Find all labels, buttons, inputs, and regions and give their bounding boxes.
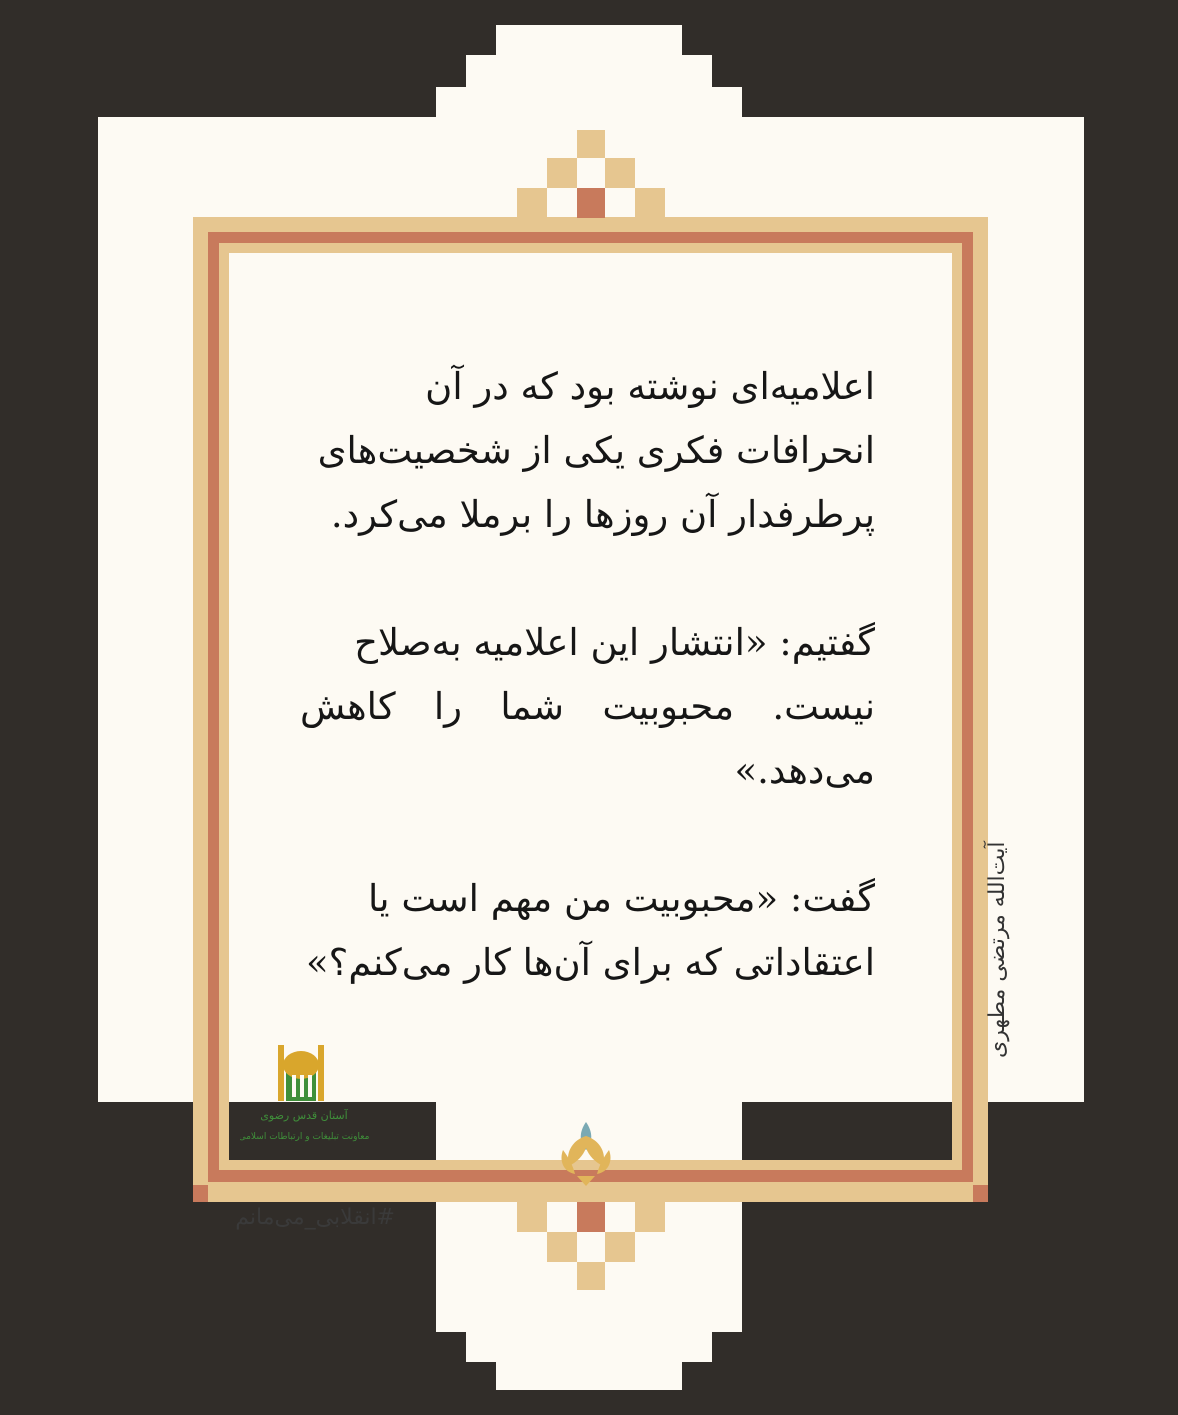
ornament-top-square (547, 158, 577, 188)
ornament-bottom-square (517, 1202, 547, 1232)
quote-line: گفت: «محبوبیت من مهم است یا (367, 877, 875, 920)
ornament-bottom-square (547, 1232, 577, 1262)
organization-logo (240, 1035, 370, 1155)
frame-rust-right (962, 232, 973, 1202)
frame-inner-top (219, 243, 962, 253)
ornament-top-square (635, 188, 665, 218)
card-step-top-3 (496, 25, 682, 57)
quote-paragraph-3 (300, 867, 875, 995)
ornament-top-square (605, 158, 635, 188)
ornament-top-square (517, 188, 547, 218)
ornament-top-square (577, 130, 605, 158)
card-step-top-2 (466, 55, 712, 89)
quote-line: اعتقاداتی که برای آن‌ها کار می‌کنم؟» (306, 941, 875, 984)
quote-line: گفتیم: «انتشار این اعلامیه به‌صلاح (354, 621, 875, 664)
frame-outer-top (193, 217, 988, 232)
frame-outer-left (193, 217, 208, 1202)
ornament-top-square (577, 188, 605, 218)
card-step-top-1 (436, 87, 742, 119)
frame-inner-right (952, 243, 962, 1170)
frame-bottom-corner-left (193, 1185, 208, 1202)
quote-line: نیست. محبوبیت شما را کاهش می‌دهد.» (300, 685, 875, 792)
quote-line: انحرافات فکری یکی از شخصیت‌های (317, 429, 875, 472)
frame-bottom-corner-right (973, 1185, 988, 1202)
frame-rust-left (208, 232, 219, 1202)
logo-text-line-2: معاونت تبلیغات و ارتباطات اسلامی (240, 1132, 370, 1142)
frame-rust-top (208, 232, 973, 243)
quote-paragraph-2 (300, 611, 875, 803)
hashtag-label: #انقلابی_می‌مانم (235, 1205, 395, 1230)
quote-paragraph-1 (300, 355, 875, 547)
quote-line: پرطرفدار آن روزها را برملا می‌کرد. (330, 493, 875, 536)
ornament-bottom-square (577, 1202, 605, 1232)
logo-text-line-1: آستان قدس رضوی (260, 1109, 348, 1122)
quote-line: اعلامیه‌ای نوشته بود که در آن (425, 365, 875, 408)
author-name: آیت‌الله مرتضی مطهری (985, 841, 1010, 1059)
lotus-ornament-icon (555, 1118, 617, 1188)
shrine-logo-icon (240, 1035, 370, 1155)
ornament-bottom-square (577, 1262, 605, 1290)
ornament-bottom-square (635, 1202, 665, 1232)
frame-inner-left (219, 243, 229, 1170)
ornament-bottom-square (605, 1232, 635, 1262)
quote-text (300, 355, 875, 1059)
